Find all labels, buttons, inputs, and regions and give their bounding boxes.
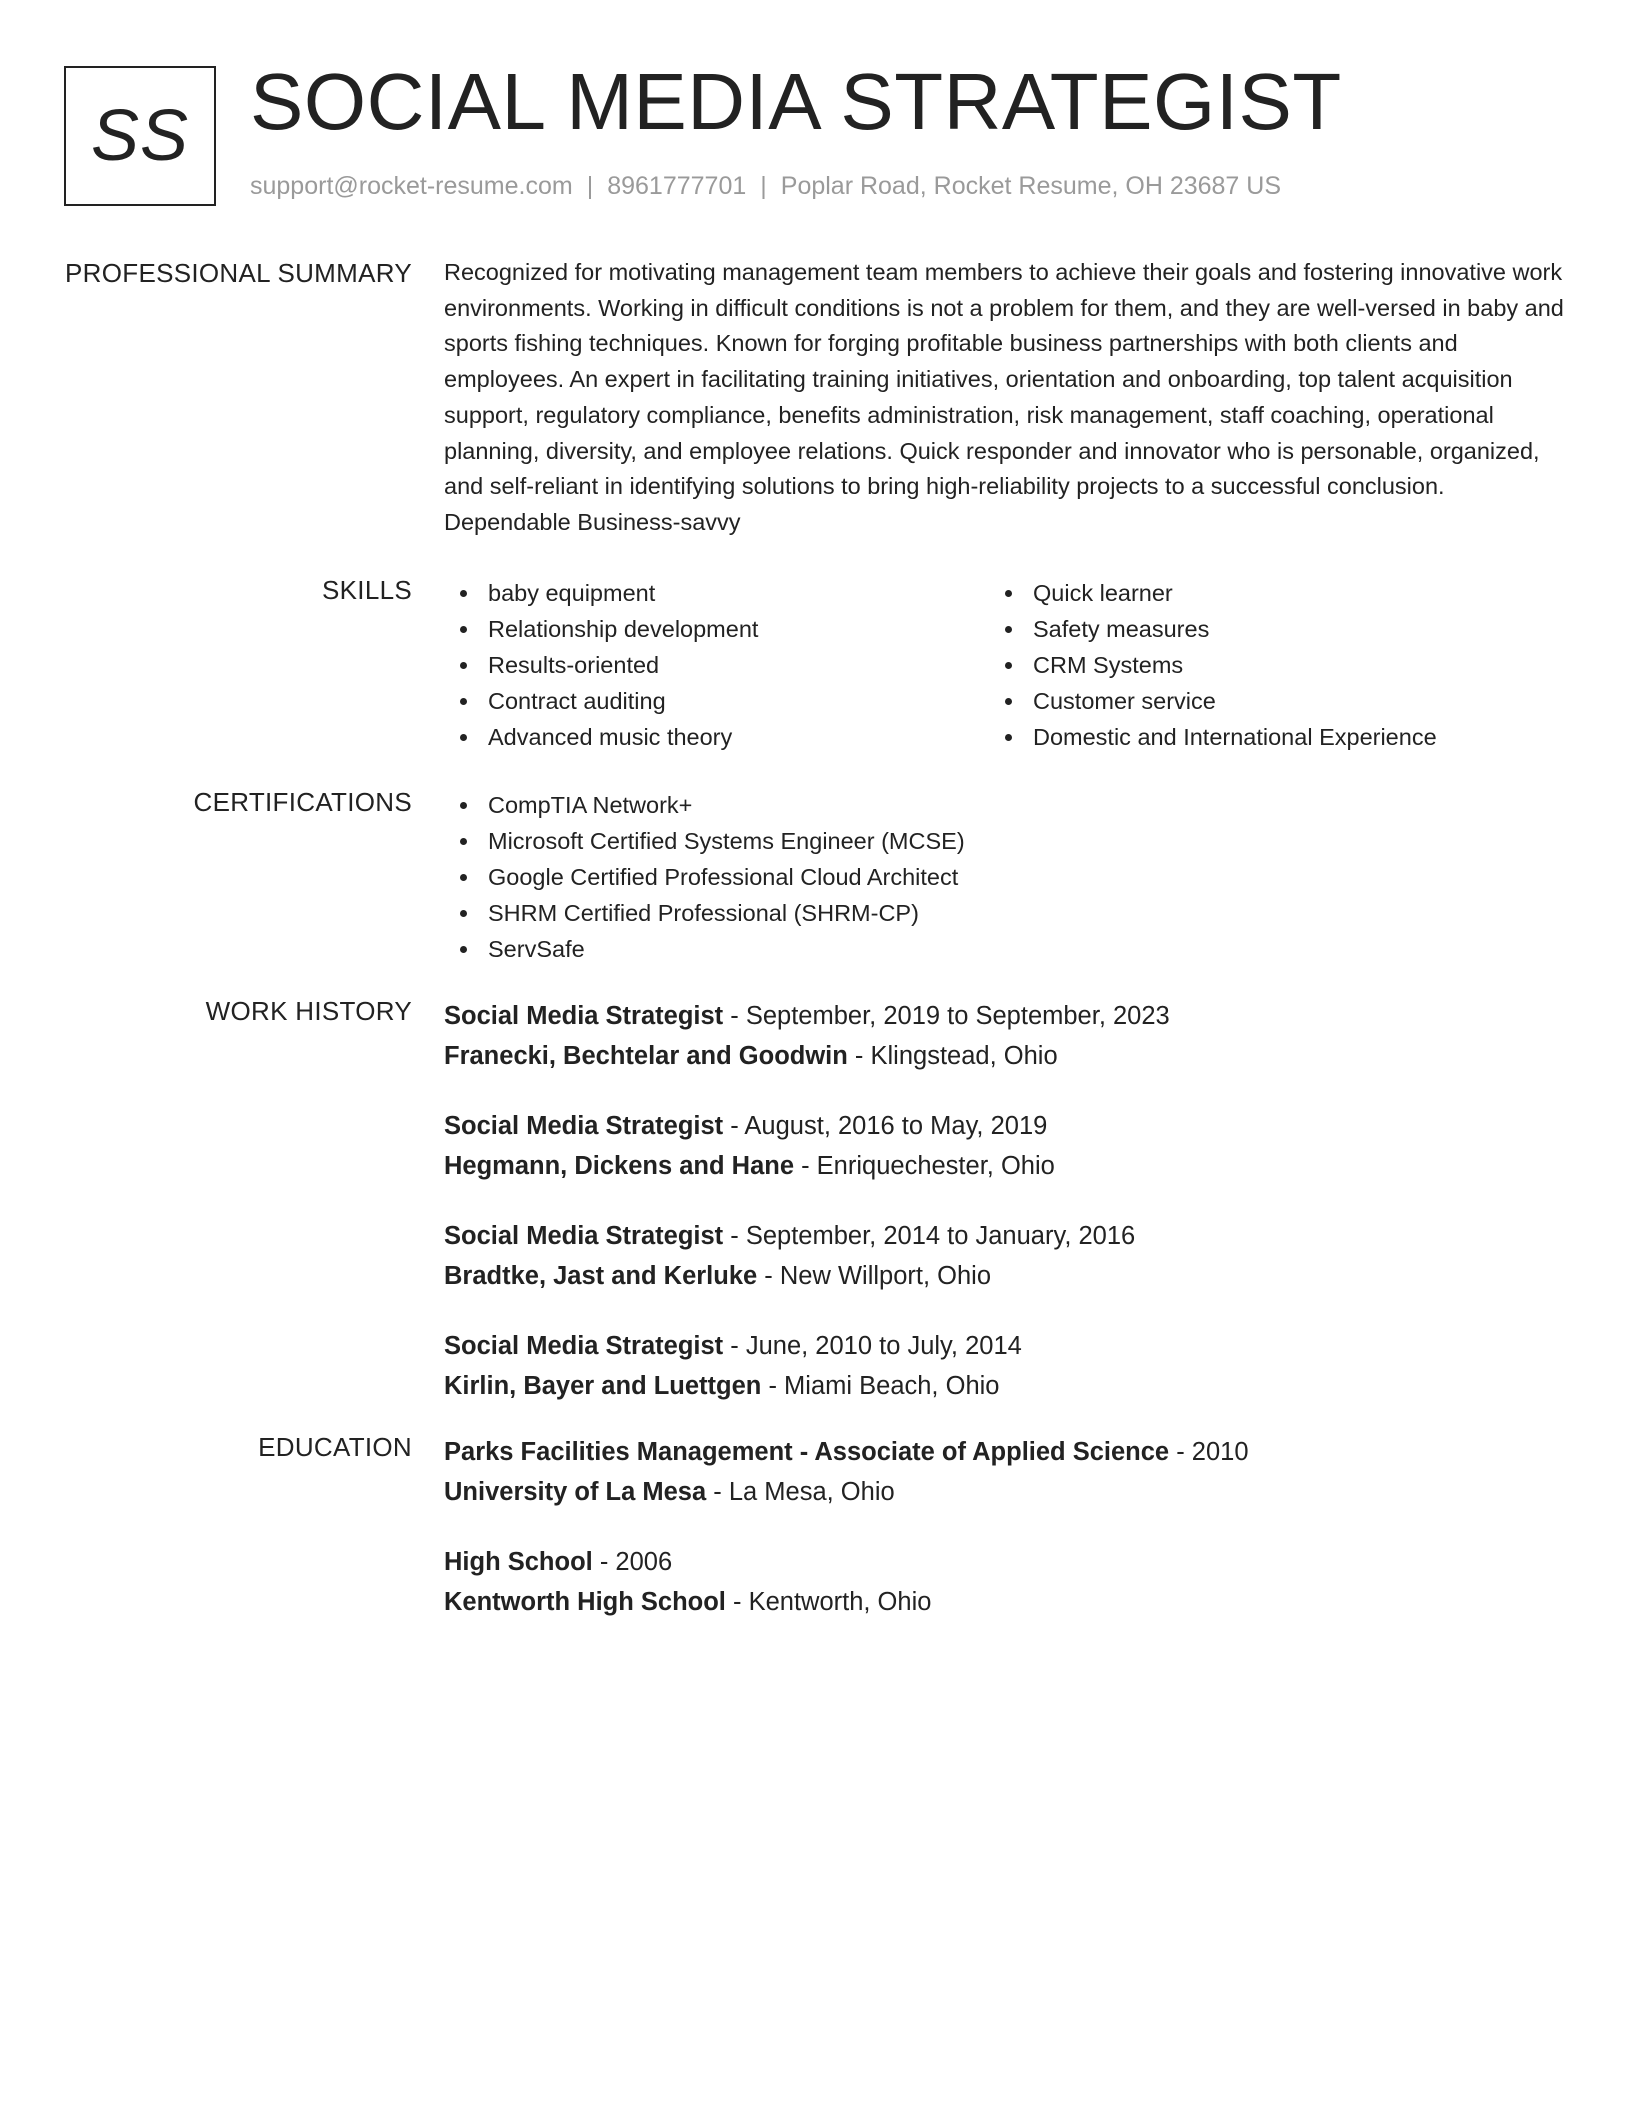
skill-item: Safety measures [989, 611, 1534, 647]
skill-item: baby equipment [444, 575, 989, 611]
certification-item: SHRM Certified Professional (SHRM-CP) [444, 895, 1564, 931]
job-dates: - June, 2010 to July, 2014 [723, 1332, 1022, 1360]
job-entry [444, 1106, 1564, 1186]
job-location: - New Willport, Ohio [757, 1262, 992, 1290]
education-school: University of La Mesa [444, 1478, 707, 1506]
monogram-box [64, 66, 216, 206]
job-location: - Klingstead, Ohio [847, 1042, 1058, 1070]
skills-list-left [444, 575, 989, 755]
education-school: Kentworth High School [444, 1588, 726, 1616]
skill-item: Relationship development [444, 611, 989, 647]
job-location: - Enriquechester, Ohio [794, 1152, 1055, 1180]
job-title: Social Media Strategist [444, 1112, 724, 1140]
job-company: Franecki, Bechtelar and Goodwin [444, 1042, 848, 1070]
job-location: - Miami Beach, Ohio [761, 1372, 1000, 1400]
education-heading: EDUCATION [258, 1432, 412, 1462]
certification-item: Microsoft Certified Systems Engineer (MCSE) [444, 823, 1564, 859]
resume-title: SOCIAL MEDIA STRATEGIST [250, 57, 1342, 146]
contact-phone: 8961777701 [607, 172, 747, 200]
skill-item: Results-oriented [444, 647, 989, 683]
certifications-list [444, 787, 1564, 967]
contact-separator: | [760, 172, 767, 200]
education-entry [444, 1432, 1564, 1512]
contact-address: Poplar Road, Rocket Resume, OH 23687 US [780, 172, 1282, 200]
education-degree: Parks Facilities Management - Associate of Applied Science [444, 1438, 1170, 1466]
certification-item: ServSafe [444, 931, 1564, 967]
education-year: - 2006 [592, 1548, 673, 1576]
job-title: Social Media Strategist [444, 1002, 724, 1030]
job-company: Kirlin, Bayer and Luettgen [444, 1372, 762, 1400]
summary-heading: PROFESSIONAL SUMMARY [65, 258, 412, 288]
skills-list-right [989, 575, 1534, 755]
certification-item: CompTIA Network+ [444, 787, 1564, 823]
education-location: - La Mesa, Ohio [706, 1478, 895, 1506]
job-company: Bradtke, Jast and Kerluke [444, 1262, 758, 1290]
contact-email: support@rocket-resume.com [250, 172, 573, 200]
job-entry [444, 1216, 1564, 1296]
job-title: Social Media Strategist [444, 1332, 724, 1360]
education-entry [444, 1542, 1564, 1622]
skill-item: Domestic and International Experience [989, 719, 1534, 755]
contact-line [250, 172, 1281, 201]
job-dates: - September, 2014 to January, 2016 [723, 1222, 1136, 1250]
job-company: Hegmann, Dickens and Hane [444, 1152, 795, 1180]
skills-heading: SKILLS [322, 575, 412, 605]
skill-item: Customer service [989, 683, 1534, 719]
work-history-heading: WORK HISTORY [205, 996, 412, 1026]
education-year: - 2010 [1169, 1438, 1249, 1466]
skill-item: Contract auditing [444, 683, 989, 719]
job-dates: - September, 2019 to September, 2023 [723, 1002, 1170, 1030]
job-entry [444, 996, 1564, 1076]
monogram-initials: SS [90, 96, 190, 176]
job-entry [444, 1326, 1564, 1406]
education-location: - Kentworth, Ohio [725, 1588, 932, 1616]
certifications-heading: CERTIFICATIONS [193, 787, 412, 817]
summary-text: Recognized for motivating management team members to achieve their goals and fostering innovative work environments. Working in difficult conditions is not a problem for them, and they are well-versed in baby and sports fishing techniques. Known for forging profitable business partnerships with both clients and employees. An expert in facilitating training initiatives, orientation and onboarding, top talent acquisition support, regulatory compliance, benefits administration, risk management, staff coaching, operational planning, diversity, and employee relations. Quick responder and innovator who is personable, organized, and self-reliant in identifying solutions to bring high-reliability projects to a successful conclusion. Dependable Business-savvy [444, 259, 1564, 535]
skill-item: Advanced music theory [444, 719, 989, 755]
skill-item: CRM Systems [989, 647, 1534, 683]
job-title: Social Media Strategist [444, 1222, 724, 1250]
skill-item: Quick learner [989, 575, 1534, 611]
education-degree: High School [444, 1548, 593, 1576]
contact-separator: | [586, 172, 594, 200]
job-dates: - August, 2016 to May, 2019 [723, 1112, 1048, 1140]
certification-item: Google Certified Professional Cloud Architect [444, 859, 1564, 895]
